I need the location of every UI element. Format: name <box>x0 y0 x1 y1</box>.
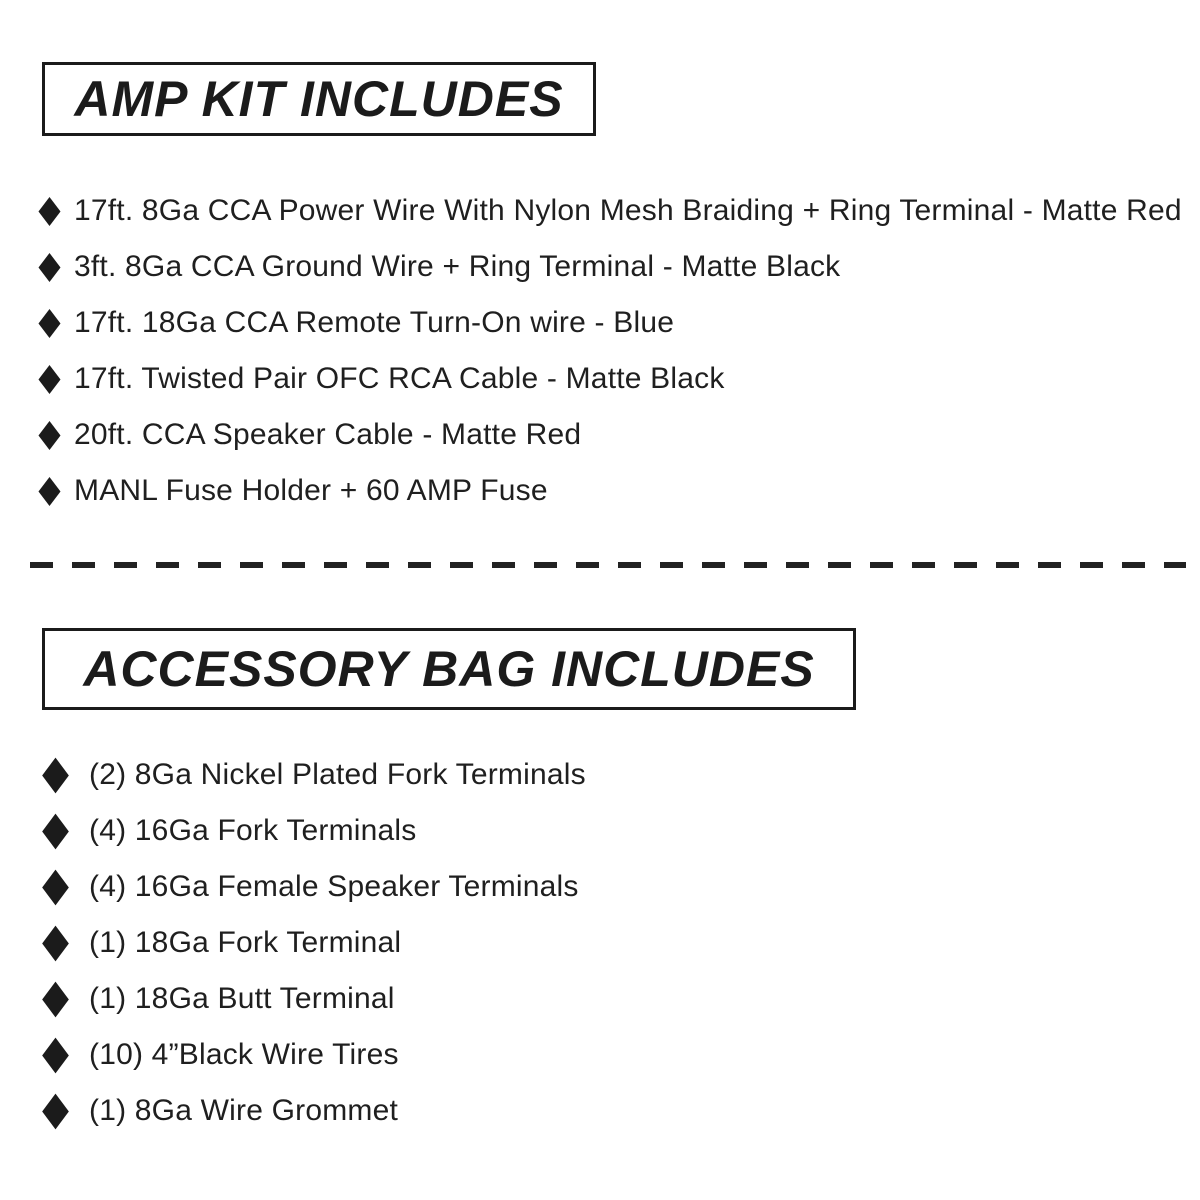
list-item-label: 17ft. 8Ga CCA Power Wire With Nylon Mesh Braiding + Ring Terminal - Matte Red <box>74 194 1182 227</box>
list-item-label: (10) 4”Black Wire Tires <box>89 1038 399 1071</box>
list-item-label: (4) 16Ga Fork Terminals <box>89 814 417 847</box>
list-item <box>36 747 1136 803</box>
diamond-bullet-icon <box>42 813 69 849</box>
amp-kit-list <box>36 183 1196 519</box>
diamond-bullet-icon <box>38 252 60 281</box>
accessory-bag-title-box <box>42 628 856 710</box>
list-item-label: 20ft. CCA Speaker Cable - Matte Red <box>74 418 582 451</box>
amp-kit-title: AMP KIT INCLUDES <box>74 71 564 127</box>
list-item <box>36 239 1196 295</box>
list-item <box>36 971 1136 1027</box>
list-item-label: 17ft. Twisted Pair OFC RCA Cable - Matte Black <box>74 362 725 395</box>
diamond-bullet-icon <box>38 420 60 449</box>
list-item <box>36 463 1196 519</box>
accessory-bag-list <box>36 747 1136 1139</box>
diamond-bullet-icon <box>38 364 60 393</box>
diamond-bullet-icon <box>38 196 60 225</box>
list-item-label: (2) 8Ga Nickel Plated Fork Terminals <box>89 758 586 791</box>
list-item <box>36 407 1196 463</box>
diamond-bullet-icon <box>38 476 60 505</box>
list-item-label: (1) 18Ga Butt Terminal <box>89 982 395 1015</box>
list-item-label: (1) 18Ga Fork Terminal <box>89 926 402 959</box>
diamond-bullet-icon <box>42 1093 69 1129</box>
diamond-bullet-icon <box>42 1037 69 1073</box>
diamond-bullet-icon <box>42 869 69 905</box>
list-item <box>36 295 1196 351</box>
list-item <box>36 803 1136 859</box>
accessory-bag-title: ACCESSORY BAG INCLUDES <box>83 641 815 697</box>
diamond-bullet-icon <box>38 308 60 337</box>
list-item <box>36 915 1136 971</box>
list-item-label: 3ft. 8Ga CCA Ground Wire + Ring Terminal - Matte Black <box>74 250 841 283</box>
dashed-divider <box>30 562 1186 568</box>
list-item-label: 17ft. 18Ga CCA Remote Turn-On wire - Blue <box>74 306 675 339</box>
amp-kit-title-box <box>42 62 596 136</box>
list-item <box>36 1083 1136 1139</box>
list-item-label: (4) 16Ga Female Speaker Terminals <box>89 870 579 903</box>
list-item <box>36 351 1196 407</box>
list-item-label: MANL Fuse Holder + 60 AMP Fuse <box>74 474 548 507</box>
diamond-bullet-icon <box>42 757 69 793</box>
list-item <box>36 1027 1136 1083</box>
diamond-bullet-icon <box>42 981 69 1017</box>
list-item-label: (1) 8Ga Wire Grommet <box>89 1094 399 1127</box>
diamond-bullet-icon <box>42 925 69 961</box>
list-item <box>36 859 1136 915</box>
list-item <box>36 183 1196 239</box>
